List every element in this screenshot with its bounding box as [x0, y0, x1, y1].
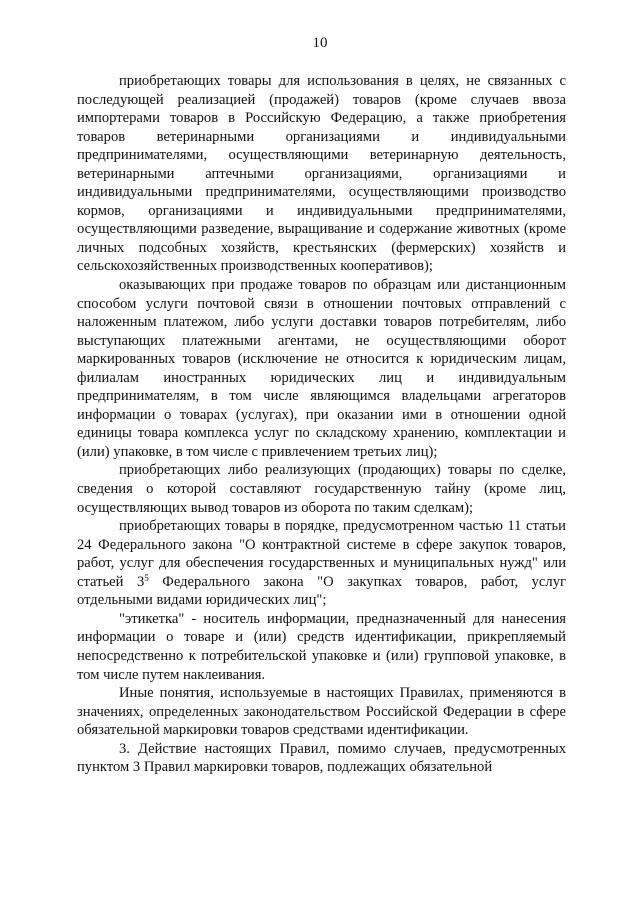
paragraph-other-terms: Иные понятия, используемые в настоящих Правилах, применяются в значениях, определенных законодательством Российской Федерации в сфере обязательной маркировки товаров средствами идентификации.: [77, 685, 566, 739]
page-number: 10: [312, 35, 328, 51]
paragraph-purchasers-non-resale: приобретающих товары для использования в целях, не связанных с последующей реализацией (продажей) товаров (кроме случаев ввоза импортерами товаров в Российскую Федерацию, а также приобретения товаров ветеринарными организациями и индивидуальными предпринимателями, осуществляющими ветеринарную деятельность, ветеринарными аптечными организациями, организациями и индивидуальными предпринимателями, осуществляющими производство кормов, организациями и индивидуальными предпринимателями, осуществляющими разведение, выращивание и содержание животных (кроме личных подсобных хозяйств, крестьянских (фермерских) хозяйств и сельскохозяйственных производственных кооперативов);: [77, 73, 566, 275]
paragraph-section-3: 3. Действие настоящих Правил, помимо случаев, предусмотренных пунктом 3 Правил маркировки товаров, подлежащих обязательной: [77, 740, 566, 776]
paragraph-procurement-law: [77, 517, 566, 610]
procurement-text-before: приобретающих товары в порядке, предусмотренном частью 11 статьи 24 Федерального закона "О контрактной системе в сфере закупок товаров, работ, услуг для обеспечения государственных и муниципальных нужд" или статьей 3: [77, 518, 566, 590]
paragraph-state-secret-deals: приобретающих либо реализующих (продающих) товары по сделке, сведения о которой составляют государственную тайну (кроме лиц, осуществляющих вывод товаров из оборота по таким сделкам);: [77, 462, 566, 516]
procurement-text-after: Федерального закона "О закупках товаров, работ, услуг отдельными видами юридических лиц";: [77, 573, 566, 609]
paragraph-label-definition: "этикетка" - носитель информации, предназначенный для нанесения информации о товаре и (или) средств идентификации, прикрепляемый непосредственно к потребительской упаковке и (или) групповой упаковке, в том числе путем наклеивания.: [77, 610, 566, 683]
document-body: [77, 72, 566, 777]
paragraph-postal-delivery-services: оказывающих при продаже товаров по образцам или дистанционным способом услуги почтовой связи в отношении почтовых отправлений с наложенным платежом, либо услуги доставки товаров потребителям, либо выступающих платежными агентами, не осуществляющими оборот маркированных товаров (исключение не относится к юридическим лицам, филиалам иностранных юридических лиц и индивидуальным предпринимателям, в том числе являющимся владельцами агрегаторов информации о товарах (услугах), при оказании ими в отношении одной единицы товара комплекса услуг по складскому хранению, комплектации и (или) упаковке, в том числе с привлечением третьих лиц);: [77, 277, 566, 460]
article-superscript: 5: [144, 572, 149, 583]
